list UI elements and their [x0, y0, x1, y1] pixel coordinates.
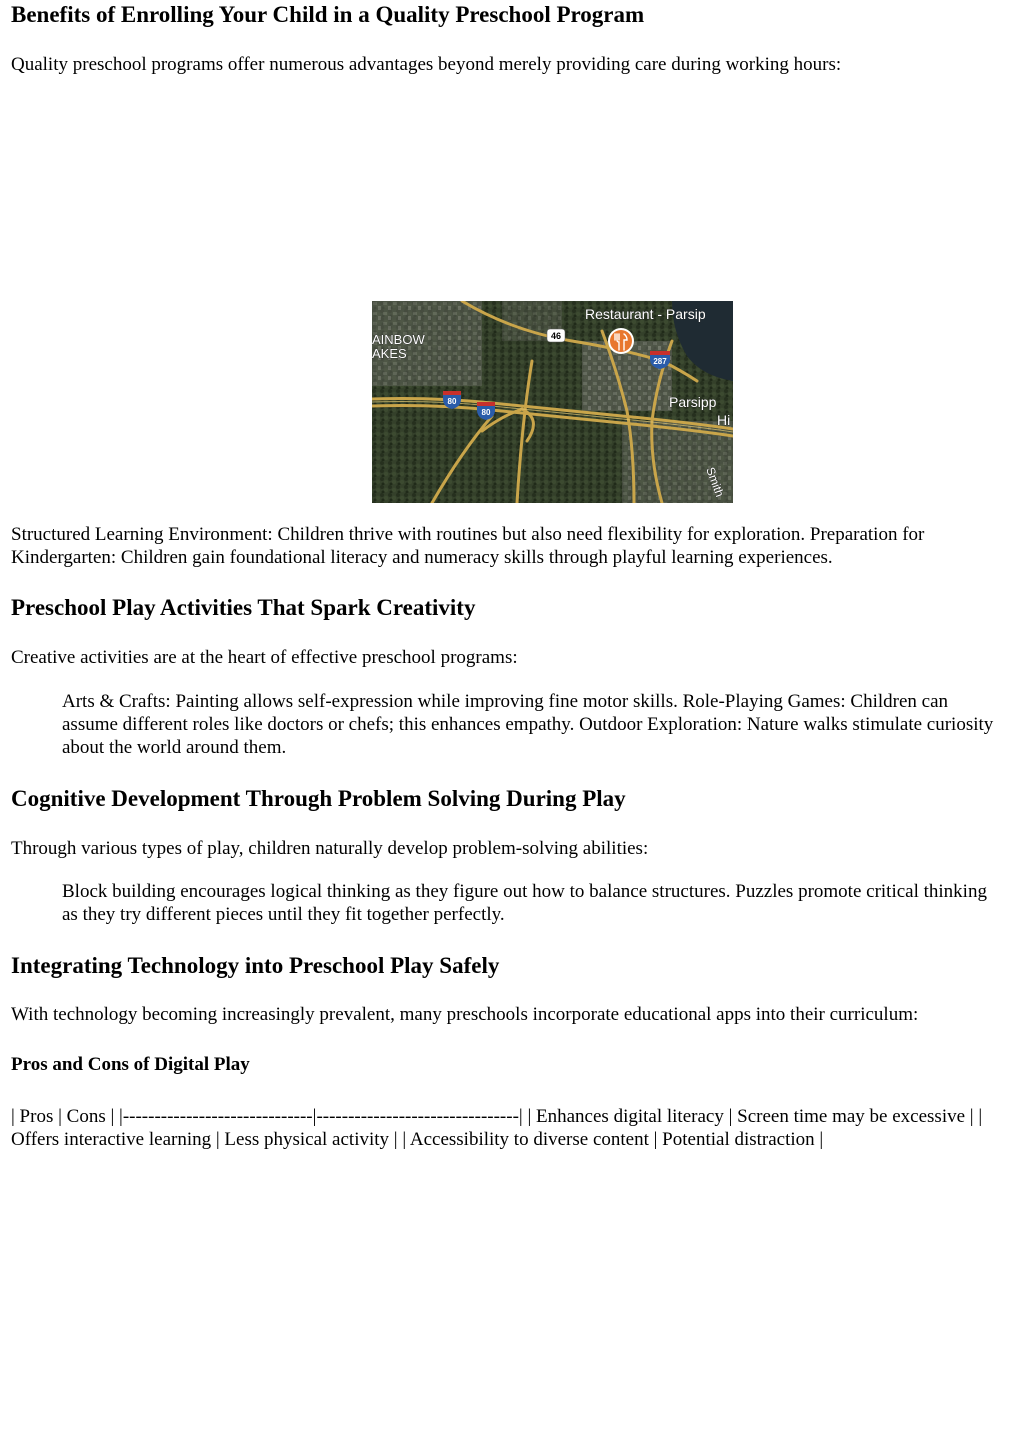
heading-cognitive-development: Cognitive Development Through Problem Solving During Play: [11, 786, 626, 811]
map-satellite-image: [372, 301, 733, 503]
route-80-shield-b: 80: [481, 408, 491, 417]
map-label-parsippany-2: Hi: [717, 412, 731, 428]
map-label-restaurant: Restaurant - Parsip: [585, 306, 706, 322]
heading-benefits: Benefits of Enrolling Your Child in a Quality Preschool Program: [11, 2, 645, 27]
heading-play-activities: Preschool Play Activities That Spark Creativity: [11, 595, 476, 620]
paragraph-technology-intro: With technology becoming increasingly prevalent, many preschools incorporate educational apps into their curriculum:: [11, 1004, 919, 1025]
heading-pros-cons: Pros and Cons of Digital Play: [11, 1054, 250, 1075]
route-287-shield: 287: [653, 357, 667, 366]
map-label-rainbow-1: AINBOW: [372, 332, 425, 347]
blockquote-cognitive: Block building encourages logical thinking as they figure out how to balance structures. Puzzles promote critical thinking as they try different pieces until they fit together perfectly.: [62, 881, 987, 925]
paragraph-benefits-intro: Quality preschool programs offer numerous advantages beyond merely providing care during working hours:: [11, 54, 842, 75]
route-46-shield: 46: [550, 331, 562, 341]
restaurant-marker-icon: [608, 328, 634, 354]
paragraph-pros-cons-table: | Pros | Cons | |------------------------------|--------------------------------| | Enhances digital literacy | Screen time may be excessive | | Offers interactive learning | Less physical activity | | Accessibility to diverse content | Potential distraction |: [11, 1106, 983, 1150]
blockquote-play-activities: Arts & Crafts: Painting allows self-expression while improving fine motor skills. Role-Playing Games: Children can assume different roles like doctors or chefs; this enhances empathy. Outdoor Exploration: Nature walks stimulate curiosity about the world around them.: [62, 691, 994, 758]
map-label-rainbow-2: AKES: [372, 346, 407, 361]
map-label-parsippany-1: Parsipp: [669, 394, 717, 410]
route-80-shield-a: 80: [447, 397, 457, 406]
paragraph-play-intro: Creative activities are at the heart of effective preschool programs:: [11, 647, 518, 668]
paragraph-cognitive-intro: Through various types of play, children naturally develop problem-solving abilities:: [11, 838, 649, 859]
heading-technology: Integrating Technology into Preschool Play Safely: [11, 953, 500, 978]
paragraph-benefits-list: Structured Learning Environment: Children thrive with routines but also need flexibility for exploration. Preparation for Kindergarten: Children gain foundational literacy and numeracy skills through playful learning experiences.: [11, 524, 925, 568]
map-label-smith: Smith: [703, 465, 727, 499]
